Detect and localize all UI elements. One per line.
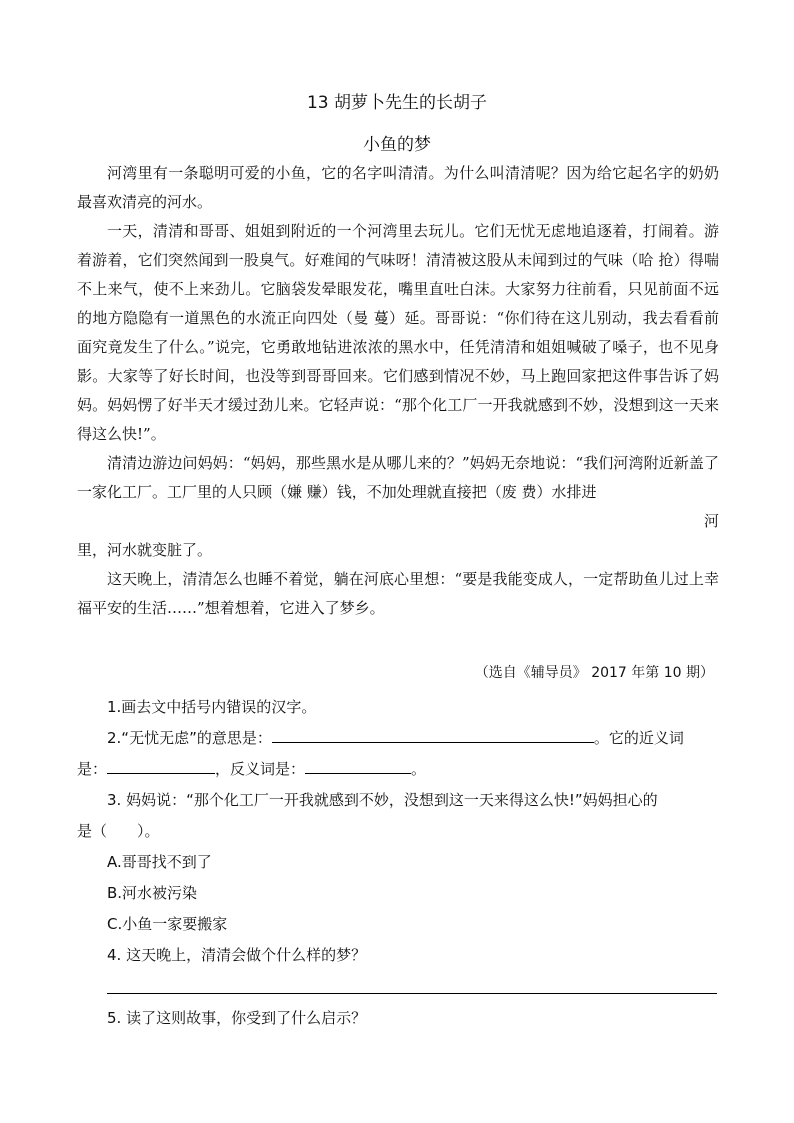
question-2	[77, 723, 719, 785]
question-2-prompt: 2.“无忧无虑”的意思是：	[107, 729, 272, 747]
question-3	[77, 785, 719, 940]
meaning-answer-blank[interactable]	[272, 724, 594, 743]
antonym-answer-blank[interactable]	[305, 755, 411, 774]
question-4	[77, 940, 719, 971]
question-4-answer-line[interactable]	[107, 993, 717, 994]
question-2-synonym-prefix: 是：	[77, 760, 108, 778]
question-3-text: 3. 妈妈说：“那个化工厂一开我就感到不妙，没想到这一天来得这么快!”妈妈担心的	[107, 791, 658, 809]
story-text	[77, 159, 719, 623]
story-paragraph-4: 这天晚上，清清怎么也睡不着觉，躺在河底心里想：“要是我能变成人，一定帮助鱼儿过上幸福平安的生活……”想着想着，它进入了梦乡。	[77, 570, 719, 617]
story-title: 小鱼的梦	[363, 135, 431, 155]
question-2-end: 。	[411, 760, 427, 778]
story-paragraph-3-end: 里，河水就变脏了。	[77, 541, 213, 559]
option-b[interactable]: B.河水被污染	[107, 884, 198, 902]
question-1-text: 1.画去文中括号内错误的汉字。	[107, 698, 317, 716]
question-2-synonym-label: 。它的近义词	[593, 729, 684, 747]
synonym-answer-blank[interactable]	[107, 755, 215, 774]
story-paragraph-2: 一天，清清和哥哥、姐姐到附近的一个河湾里去玩儿。它们无忧无虑地追逐着，打闹着。游着游着，它们突然闻到一股臭气。好难闻的气味呀！清清被这股从未闻到过的气味（哈 抢）得喘不上来气，使不上来劲儿。它脑袋发晕眼发花，嘴里直吐白沫。大家努力往前看，只见前面不远的地方隐隐有一道黑色的水流正向四处（曼 蔓）延。哥哥说：“你们待在这儿别动，我去看看前面究竟发生了什么。”说完，它勇敢地钻进浓浓的黑水中，任凭清清和姐姐喊破了嗓子，也不见身影。大家等了好长时间，也没等到哥哥回来。它们感到情况不妙，马上跑回家把这件事告诉了妈妈。妈妈愣了好半天才缓过劲儿来。它轻声说：“那个化工厂一开我就感到不妙，没想到这一天来得这么快!”。	[77, 222, 719, 443]
question-1	[77, 692, 719, 723]
option-c[interactable]: C.小鱼一家要搬家	[107, 915, 228, 933]
option-a[interactable]: A.哥哥找不到了	[107, 853, 212, 871]
story-paragraph-3-wrap: 河	[703, 512, 719, 530]
story-paragraph-3: 清清边游边问妈妈：“妈妈，那些黑水是从哪儿来的？”妈妈无奈地说：“我们河湾附近新盖了一家化工厂。工厂里的人只顾（嫌 赚）钱，不加处理就直接把（废 费）水排进	[77, 454, 719, 501]
source-citation: （选自《辅导员》 2017 年第 10 期）	[474, 665, 714, 681]
question-5-text: 5. 读了这则故事，你受到了什么启示？	[107, 1009, 367, 1027]
question-3-choice-prompt: 是（ ）。	[77, 822, 160, 840]
story-paragraph-1: 河湾里有一条聪明可爱的小鱼，它的名字叫清清。为什么叫清清呢？因为给它起名字的奶奶最喜欢清亮的河水。	[77, 164, 719, 211]
question-5	[77, 1003, 719, 1034]
question-2-antonym-label: ，反义词是：	[215, 760, 306, 778]
question-4-text: 4. 这天晚上，清清会做个什么样的梦？	[107, 946, 367, 964]
lesson-title: 13 胡萝卜先生的长胡子	[306, 93, 488, 113]
